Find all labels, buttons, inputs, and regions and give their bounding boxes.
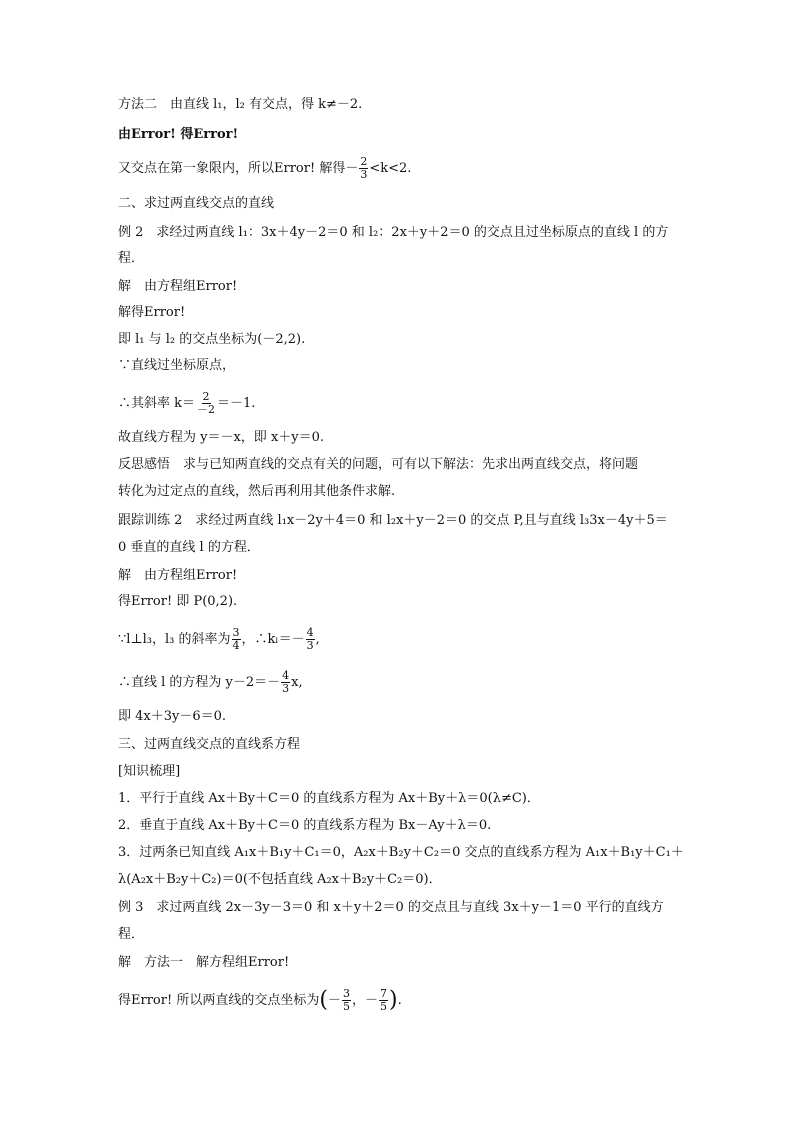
fraction-numerator: 2 (360, 155, 368, 168)
practice-2-line-2: 0 垂直的直线 l 的方程． (118, 540, 260, 555)
text-segment: 又交点在第一象限内，所以Error! 解得－ (118, 161, 359, 176)
fraction-numerator: 4 (306, 626, 314, 639)
fraction (196, 391, 216, 416)
solution-line: ∵直线过坐标原点， (118, 358, 236, 373)
text-segment: , (315, 632, 320, 647)
solution-line: 解 方法一 解方程组Error! (118, 955, 290, 970)
example-2-line-1: 例 2 求经过两直线 l₁：3x＋4y－2＝0 和 l₂：2x＋y＋2＝0 的交点且过坐标原点的直线 l 的方 (118, 225, 669, 240)
open-paren: ( (319, 987, 328, 1013)
reflection-line-2: 转化为过定点的直线，然后再利用其他条件求解. (118, 484, 396, 499)
fraction-denominator: －2 (197, 403, 216, 416)
solution-line: 即 4x＋3y－6＝0. (118, 709, 227, 724)
section-heading-2: 二、求过两直线交点的直线 (118, 196, 275, 211)
minus-sign: － (327, 993, 341, 1008)
section-heading-3: 三、过两直线交点的直线系方程 (118, 737, 301, 752)
example-3-line-2: 程． (118, 927, 145, 942)
fraction-denominator: 4 (232, 639, 240, 652)
fraction-denominator: 5 (342, 1000, 350, 1013)
fraction-numerator: 2 (202, 390, 210, 403)
text-segment: ∴其斜率 k＝ (118, 396, 196, 411)
solution-line: 得Error! 即 P(0,2). (118, 594, 238, 609)
close-paren: ) (388, 987, 398, 1013)
reflection-line-1: 反思感悟 求与已知两直线的交点有关的问题，可有以下解法：先求出两直线交点，将问题 (118, 457, 639, 472)
minus-sign: － (364, 993, 378, 1008)
fraction (359, 156, 368, 181)
fraction-numerator: 4 (282, 669, 290, 682)
text-segment: ∴直线 l 的方程为 y－2＝－ (118, 675, 281, 690)
knowledge-heading: [知识梳理] (118, 764, 181, 779)
practice-2-line-1: 跟踪训练 2 求经过两直线 l₁x－2y＋4＝0 和 l₂x＋y－2＝0 的交点 P,且与直线 l₃3x－4y＋5＝ (118, 513, 668, 528)
text-segment: x, (291, 675, 303, 690)
solution-line: 即 l₁ 与 l₂ 的交点坐标为(－2,2). (118, 332, 306, 347)
solution-line: 解 由方程组Error! (118, 279, 238, 294)
text-segment: . (397, 993, 402, 1008)
knowledge-item-3-line-1: 3．过两条已知直线 A₁x＋B₁y＋C₁＝0，A₂x＋B₂y＋C₂＝0 交点的直线系方程为 A₁x＋B₁y＋C₁＋ (118, 845, 684, 860)
fraction (232, 627, 241, 652)
fraction (306, 627, 315, 652)
intersection-line (118, 988, 402, 1013)
solution-line: 解得Error! (118, 305, 186, 320)
text-segment: <k<2. (369, 161, 412, 176)
fraction (342, 988, 351, 1013)
knowledge-item-3-line-2: λ(A₂x＋B₂y＋C₂)＝0(不包括直线 A₂x＋B₂y＋C₂＝0)． (118, 872, 442, 887)
text-segment: ＝－1. (217, 396, 256, 411)
example-2-line-2: 程． (118, 251, 145, 266)
error-line-1: 由Error! 得Error! (118, 127, 239, 142)
fraction-numerator: 3 (342, 987, 350, 1000)
fraction-denominator: 3 (360, 168, 368, 181)
knowledge-item-1: 1．平行于直线 Ax＋By＋C＝0 的直线系方程为 Ax＋By＋λ＝0(λ≠C)． (118, 791, 540, 806)
text-segment: ∵l⊥l₃，l₃ 的斜率为 (118, 632, 231, 647)
knowledge-item-2: 2．垂直于直线 Ax＋By＋C＝0 的直线系方程为 Bx－Ay＋λ＝0. (118, 818, 492, 833)
perpendicular-line (118, 627, 320, 652)
fraction-numerator: 7 (379, 987, 387, 1000)
fraction-denominator: 5 (379, 1000, 387, 1013)
fraction (379, 988, 388, 1013)
solution-line: 故直线方程为 y＝－x，即 x＋y＝0. (118, 430, 325, 445)
example-3-line-1: 例 3 求过两直线 2x－3y－3＝0 和 x＋y＋2＝0 的交点且与直线 3x＋y－1＝0 平行的直线方 (118, 900, 664, 915)
fraction-numerator: 3 (232, 626, 240, 639)
fraction-denominator: 3 (282, 682, 290, 695)
text-segment: 得Error! 所以两直线的交点坐标为 (118, 993, 320, 1008)
slope-line (118, 391, 255, 416)
fraction-denominator: 3 (306, 639, 314, 652)
method-two-line: 方法二 由直线 l₁，l₂ 有交点，得 k≠－2. (118, 97, 363, 112)
text-segment: ，∴kₗ＝－ (241, 632, 305, 647)
solution-line: 解 由方程组Error! (118, 568, 238, 583)
text-segment: ， (351, 993, 365, 1008)
fraction (281, 670, 290, 695)
first-quadrant-line (118, 156, 411, 181)
line-equation (118, 670, 303, 695)
